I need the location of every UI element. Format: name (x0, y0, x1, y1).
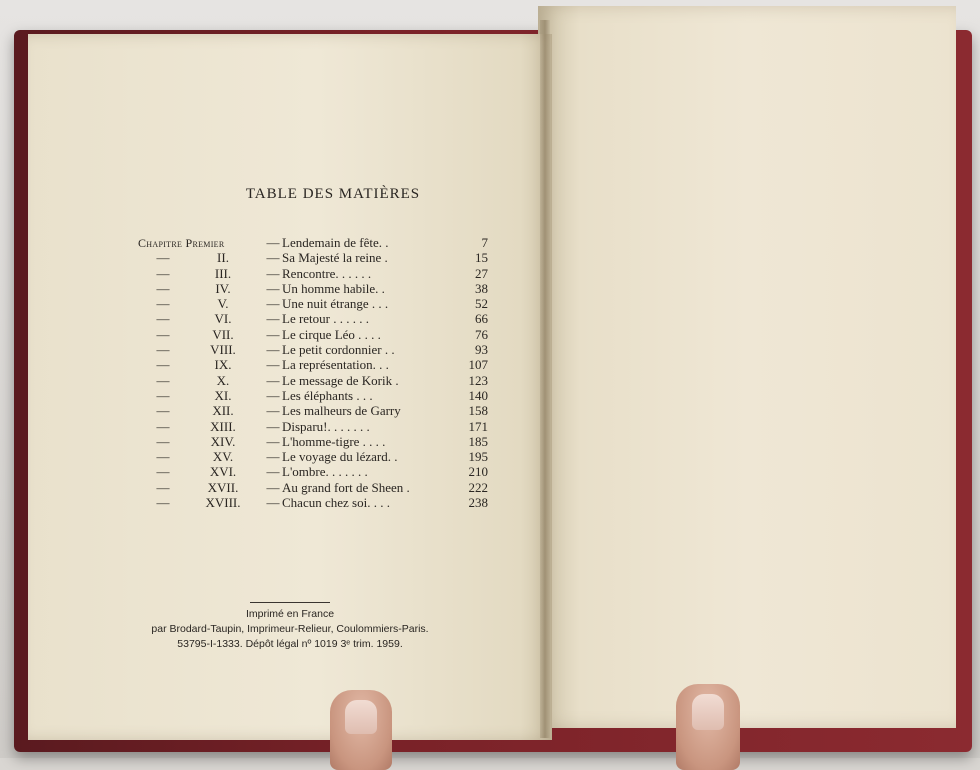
toc-chapter-number: XII. (212, 403, 234, 419)
toc-entry (138, 235, 488, 250)
book-gutter (540, 20, 550, 738)
toc-chapter-number: VIII. (210, 342, 236, 358)
toc-page-number: 93 (475, 342, 488, 358)
toc-separator: — (266, 342, 280, 358)
toc-page-number: 38 (475, 280, 488, 296)
toc-ditto-dash: — (156, 250, 170, 266)
toc-separator: — (266, 250, 280, 266)
right-thumbnail (692, 694, 724, 730)
toc-page-number: 185 (468, 433, 488, 449)
toc-separator: — (266, 296, 280, 312)
toc-page-number: 158 (468, 403, 488, 419)
toc-chapter-title: Le message de Korik . (282, 372, 399, 388)
toc-chapter-number: XVI. (209, 464, 237, 480)
toc-chapter-number: XIII. (210, 418, 236, 434)
toc-chapter-title: Le retour . . . . . . (282, 311, 370, 327)
toc-separator: — (266, 387, 280, 403)
printer-imprint (120, 602, 460, 652)
toc-separator: — (266, 265, 280, 281)
toc-chapter-number: II. (217, 250, 229, 266)
toc-entry (138, 296, 488, 311)
imprint-divider (250, 602, 330, 603)
toc-chapter-number: V. (217, 296, 229, 312)
toc-chapter-number: XVII. (207, 479, 239, 495)
toc-entry (138, 266, 488, 281)
toc-list (138, 235, 488, 510)
toc-chapter-title: Le voyage du lézard. . (282, 449, 398, 465)
toc-entry (138, 419, 488, 434)
toc-ditto-dash: — (156, 449, 170, 465)
imprint-line-3: 53795-I-1333. Dépôt légal nº 1019 3ᵉ trim. 1959. (177, 638, 403, 650)
toc-separator: — (266, 449, 280, 465)
toc-separator: — (266, 479, 280, 495)
toc-page-number: 15 (475, 250, 488, 266)
toc-ditto-dash: — (156, 265, 170, 281)
toc-chapter-title: Les éléphants . . . (282, 387, 373, 403)
toc-ditto-dash: — (156, 403, 170, 419)
toc-page-number: 171 (468, 418, 488, 434)
left-thumbnail (345, 700, 377, 734)
toc-chapter-title: L'ombre. . . . . . . (282, 464, 368, 480)
toc-ditto-dash: — (156, 326, 170, 342)
toc-chapter-title: Chacun chez soi. . . . (282, 495, 390, 511)
toc-chapter-number: XV. (212, 449, 234, 465)
toc-entry (138, 495, 488, 510)
toc-entry (138, 357, 488, 372)
toc-entry (138, 342, 488, 357)
toc-ditto-dash: — (156, 387, 170, 403)
toc-chapter-title: Les malheurs de Garry (282, 403, 401, 419)
toc-entry (138, 250, 488, 265)
toc-entry (138, 464, 488, 479)
imprint-line-1: Imprimé en France (245, 608, 335, 620)
toc-chapter-title: La représentation. . . (282, 357, 389, 373)
toc-chapter-label: Chapitre Premier (138, 236, 225, 250)
toc-chapter-title: Une nuit étrange . . . (282, 296, 389, 312)
toc-separator: — (266, 357, 280, 373)
toc-entry (138, 403, 488, 418)
toc-separator: — (266, 403, 280, 419)
toc-separator: — (266, 495, 280, 511)
toc-chapter-title: L'homme-tigre . . . . (282, 433, 386, 449)
toc-ditto-dash: — (156, 479, 170, 495)
toc-entry (138, 281, 488, 296)
toc-chapter-number: XIV. (210, 433, 236, 449)
toc-ditto-dash: — (156, 464, 170, 480)
toc-page-number: 7 (481, 235, 488, 250)
toc-entry (138, 327, 488, 342)
imprint-line-2: par Brodard-Taupin, Imprimeur-Relieur, Coulommiers-Paris. (151, 623, 429, 635)
toc-ditto-dash: — (156, 296, 170, 312)
toc-chapter-number: IX. (214, 357, 232, 373)
toc-page-number: 222 (468, 479, 488, 495)
toc-page-number: 238 (468, 495, 488, 511)
toc-chapter-number: III. (214, 265, 232, 281)
toc-chapter-title: Le cirque Léo . . . . (282, 326, 381, 342)
toc-chapter-number: XI. (214, 387, 232, 403)
toc-ditto-dash: — (156, 372, 170, 388)
toc-entry (138, 311, 488, 326)
toc-page-number: 27 (475, 265, 488, 281)
toc-chapter-number: X. (216, 372, 230, 388)
toc-separator: — (266, 311, 280, 327)
toc-page-number: 140 (468, 387, 488, 403)
toc-page-number: 123 (468, 372, 488, 388)
toc-ditto-dash: — (156, 280, 170, 296)
table-of-contents (138, 186, 488, 510)
toc-page-number: 76 (475, 326, 488, 342)
toc-entry (138, 434, 488, 449)
toc-separator: — (266, 280, 280, 296)
toc-ditto-dash: — (156, 342, 170, 358)
toc-page-number: 107 (468, 357, 488, 373)
toc-separator: — (266, 235, 280, 250)
toc-ditto-dash: — (156, 418, 170, 434)
toc-chapter-title: Sa Majesté la reine . (282, 250, 388, 266)
toc-chapter-title: Rencontre. . . . . . (282, 265, 372, 281)
toc-separator: — (266, 326, 280, 342)
toc-ditto-dash: — (156, 357, 170, 373)
toc-chapter-number: VII. (212, 326, 234, 342)
toc-page-number: 210 (468, 464, 488, 480)
toc-separator: — (266, 372, 280, 388)
toc-separator: — (266, 464, 280, 480)
toc-chapter-title: Un homme habile. . (282, 280, 385, 296)
toc-chapter-number: VI. (214, 311, 232, 327)
right-page-blank (538, 6, 956, 728)
toc-chapter-title: Disparu!. . . . . . . (282, 418, 370, 434)
toc-title: TABLE DES MATIÈRES (245, 186, 421, 202)
toc-page-number: 66 (475, 311, 488, 327)
toc-entry (138, 373, 488, 388)
toc-chapter-title: Au grand fort de Sheen . (282, 479, 410, 495)
toc-chapter-number: IV. (215, 280, 231, 296)
toc-page-number: 195 (468, 449, 488, 465)
toc-chapter-title: Lendemain de fête. . (282, 235, 389, 250)
toc-chapter-title: Le petit cordonnier . . (282, 342, 395, 358)
toc-entry (138, 388, 488, 403)
toc-chapter-number: XVIII. (205, 495, 241, 511)
toc-separator: — (266, 418, 280, 434)
toc-ditto-dash: — (156, 495, 170, 511)
toc-entry (138, 449, 488, 464)
toc-entry (138, 480, 488, 495)
toc-page-number: 52 (475, 296, 488, 312)
toc-separator: — (266, 433, 280, 449)
toc-ditto-dash: — (156, 433, 170, 449)
toc-ditto-dash: — (156, 311, 170, 327)
